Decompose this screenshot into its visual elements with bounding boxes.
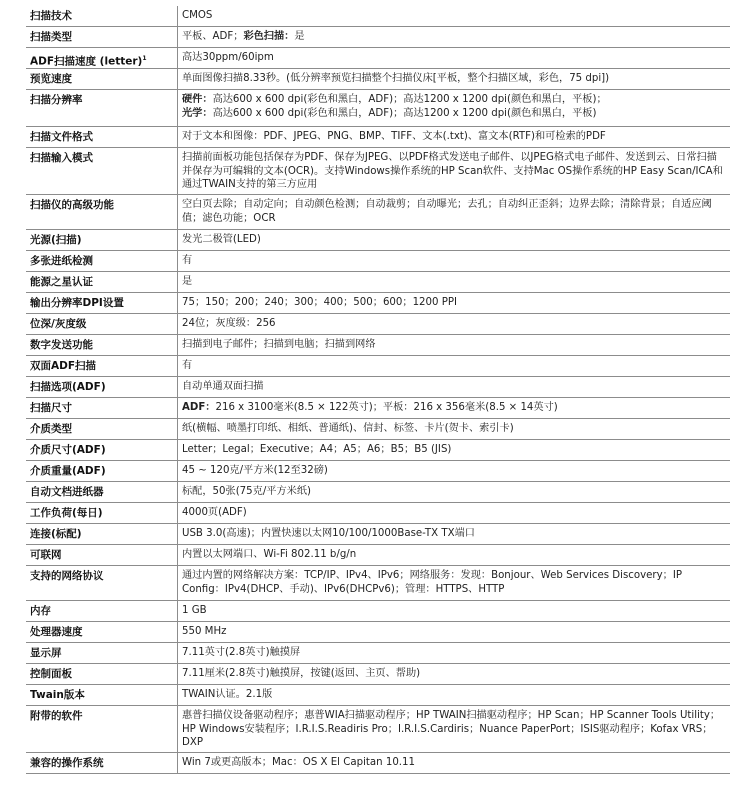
table-row (26, 753, 730, 774)
table-row (26, 69, 730, 90)
row-value: 对于文本和图像：PDF、JPEG、PNG、BMP、TIFF、文本(.txt)、富文本(RTF)和可检索的PDF (182, 131, 606, 142)
value-text: 高达600 x 600 dpi(彩色和黑白，ADF)；高达1200 x 1200 dpi(颜色和黑白，平板)； (212, 94, 607, 105)
row-value: Letter；Legal；Executive；A4；A5；A6；B5；B5 (JIS) (182, 444, 452, 455)
row-label: 介质类型 (26, 419, 178, 439)
row-label: 位深/灰度级 (26, 314, 178, 334)
row-value: 7.11厘米(2.8英寸)触摸屏，按键(返回、主页、帮助) (182, 668, 421, 679)
row-value: 扫描到电子邮件；扫描到电脑；扫描到网络 (182, 339, 376, 350)
row-label: 显示屏 (26, 643, 178, 663)
table-row (26, 503, 730, 524)
value-text: 平板、ADF； (182, 31, 244, 42)
row-value: 7.11英寸(2.8英寸)触摸屏 (182, 647, 301, 658)
row-value: 标配，50张(75克/平方米纸) (182, 486, 311, 497)
row-label: 自动文档进纸器 (26, 482, 178, 502)
table-row (26, 335, 730, 356)
table-row (26, 6, 730, 27)
row-label: 数字发送功能 (26, 335, 178, 355)
row-value: 通过内置的网络解决方案：TCP/IP、IPv4、IPv6；网络服务：发现：Bonjour、Web Services Discovery；IP Config：IPv4(DHCP、手动)、IPv6(DHCPv6)；管理：HTTPS、HTTP (182, 570, 682, 595)
row-value (178, 398, 730, 418)
table-row (26, 664, 730, 685)
table-row (26, 230, 730, 251)
row-value (178, 27, 730, 47)
row-label: 可联网 (26, 545, 178, 565)
row-value: TWAIN认证。2.1版 (182, 689, 273, 700)
table-row (26, 195, 730, 230)
table-row (26, 461, 730, 482)
table-row (26, 27, 730, 48)
row-label: 预览速度 (26, 69, 178, 89)
row-value: 45 ~ 120克/平方米(12至32磅) (182, 465, 328, 476)
spec-table (26, 6, 730, 774)
row-label: 扫描文件格式 (26, 127, 178, 147)
table-row (26, 90, 730, 127)
row-value: 75；150；200；240；300；400；500；600；1200 PPI (182, 297, 458, 308)
table-row (26, 377, 730, 398)
row-value: 是 (182, 276, 193, 287)
row-label: 介质重量(ADF) (26, 461, 178, 481)
value-bold: ADF： (182, 402, 216, 413)
row-label: Twain版本 (26, 685, 178, 705)
row-value: 自动单通双面扫描 (182, 381, 264, 392)
value-text: 是 (294, 31, 305, 42)
table-row (26, 356, 730, 377)
row-value: CMOS (182, 10, 213, 21)
row-value: Win 7或更高版本；Mac：OS X El Capitan 10.11 (182, 757, 415, 768)
row-label: 多张进纸检测 (26, 251, 178, 271)
table-row (26, 251, 730, 272)
row-value (178, 90, 730, 126)
label-text: ADF扫描速度 (letter) (30, 55, 143, 68)
row-label: 光源(扫描) (26, 230, 178, 250)
table-row (26, 622, 730, 643)
value-text: 高达600 x 600 dpi(彩色和黑白，ADF)；高达1200 x 1200 dpi(颜色和黑白，平板) (212, 107, 597, 119)
row-value: 高达30ppm/60ipm (182, 52, 274, 63)
table-row (26, 566, 730, 601)
row-label: 附带的软件 (26, 706, 178, 752)
row-label: 介质尺寸(ADF) (26, 440, 178, 460)
row-label: 处理器速度 (26, 622, 178, 642)
row-value: 1 GB (182, 605, 207, 616)
table-row (26, 398, 730, 419)
table-row (26, 482, 730, 503)
table-row (26, 127, 730, 148)
row-label: 工作负荷(每日) (26, 503, 178, 523)
row-label: 输出分辨率DPI设置 (26, 293, 178, 313)
row-value: 有 (182, 255, 193, 266)
table-row (26, 419, 730, 440)
row-label: 连接(标配) (26, 524, 178, 544)
table-row (26, 524, 730, 545)
row-label: 控制面板 (26, 664, 178, 684)
row-value: 扫描前面板功能包括保存为PDF、保存为JPEG、以PDF格式发送电子邮件、以JPEG格式电子邮件、发送到云、日常扫描并保存为可编辑的文本(OCR)。支持Windows操作系统的HP Scan软件、支持Mac OS操作系统的HP Easy Scan/ICA和通过TWAIN支持的第三方应用 (182, 152, 723, 190)
value-bold: 光学： (182, 107, 213, 119)
row-value: 空白页去除；自动定向；自动颜色检测；自动裁剪；自动曝光；去孔；自动纠正歪斜；边界去除；清除背景；自适应阈值；滤色功能；OCR (182, 199, 712, 224)
value-bold: 彩色扫描： (243, 31, 295, 42)
row-value: 单面图像扫描8.33秒。(低分辨率预览扫描整个扫描仪床[平板，整个扫描区域，彩色，75 dpi]) (182, 73, 610, 84)
row-value: 有 (182, 360, 193, 371)
row-label: 能源之星认证 (26, 272, 178, 292)
table-row (26, 601, 730, 622)
row-value: 24位；灰度级：256 (182, 318, 276, 329)
row-label: 内存 (26, 601, 178, 621)
value-text: 216 x 3100毫米(8.5 × 122英寸)；平板：216 x 356毫米(8.5 × 14英寸) (215, 402, 558, 413)
row-value: 4000页(ADF) (182, 507, 247, 518)
row-label: 扫描输入模式 (26, 148, 178, 194)
row-label: 扫描尺寸 (26, 398, 178, 418)
row-label: 扫描技术 (26, 6, 178, 26)
row-value: 550 MHz (182, 626, 227, 637)
row-label (26, 48, 178, 68)
row-label: 扫描选项(ADF) (26, 377, 178, 397)
footnote-marker: 1 (142, 55, 147, 62)
row-value: 纸(横幅、喷墨打印纸、相纸、普通纸)、信封、标签、卡片(贺卡、索引卡) (182, 423, 514, 434)
row-label: 支持的网络协议 (26, 566, 178, 600)
table-row (26, 643, 730, 664)
table-row (26, 272, 730, 293)
value-bold: 硬件： (182, 94, 213, 105)
table-row (26, 706, 730, 753)
table-row (26, 48, 730, 69)
row-value: 惠普扫描仪设备驱动程序；惠普WIA扫描驱动程序；HP TWAIN扫描驱动程序；HP Scan；HP Scanner Tools Utility；HP Windows安装程序；I.R.I.S.Readiris Pro；I.R.I.S.Cardiris；Nuance PaperPort；ISIS驱动程序；Kofax VRS；DXP (182, 710, 721, 748)
row-label: 扫描分辨率 (26, 90, 178, 126)
table-row (26, 314, 730, 335)
table-row (26, 440, 730, 461)
table-row (26, 293, 730, 314)
row-label: 双面ADF扫描 (26, 356, 178, 376)
row-value: 发光二极管(LED) (182, 234, 261, 245)
row-value: USB 3.0(高速)；内置快速以太网10/100/1000Base-TX TX端口 (182, 528, 475, 539)
row-label: 扫描仪的高级功能 (26, 195, 178, 229)
table-row (26, 545, 730, 566)
table-row (26, 148, 730, 195)
row-label: 扫描类型 (26, 27, 178, 47)
row-value: 内置以太网端口、Wi-Fi 802.11 b/g/n (182, 549, 357, 560)
row-label: 兼容的操作系统 (26, 753, 178, 773)
table-row (26, 685, 730, 706)
